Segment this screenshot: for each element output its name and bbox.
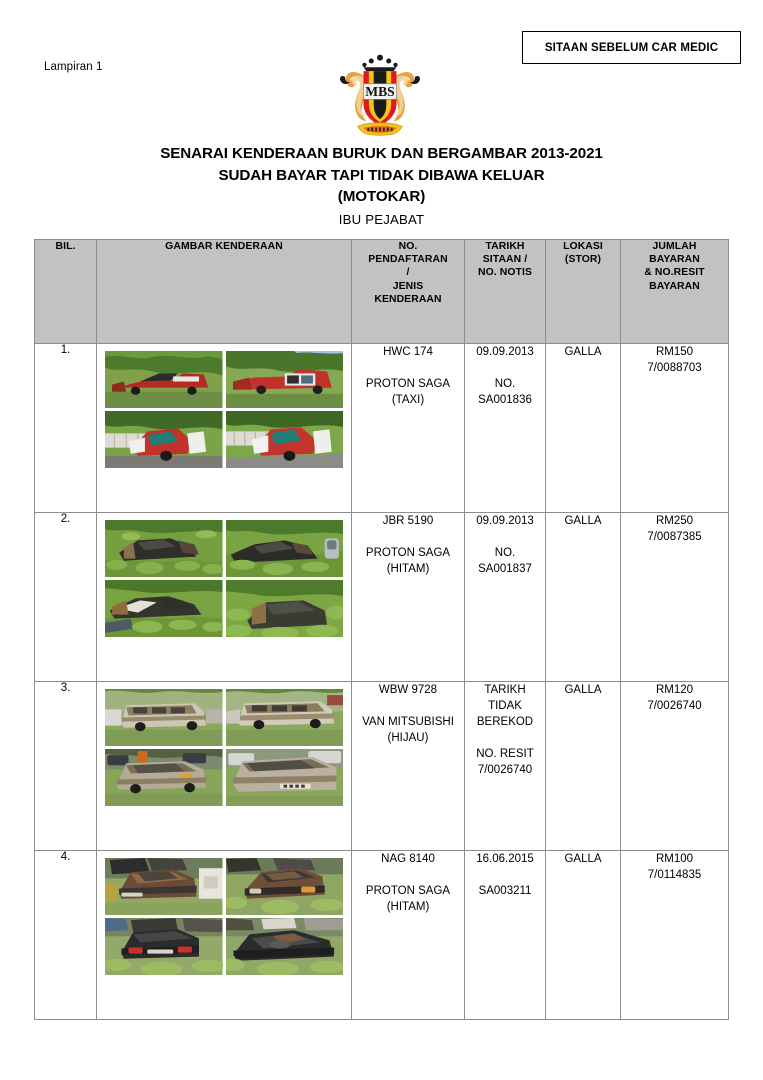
row-1-registration: [352, 344, 465, 513]
row-1-bil: 1.: [35, 344, 97, 513]
row-1-date-line2: NO.: [494, 378, 516, 390]
title-line-3: (MOTOKAR): [337, 188, 426, 205]
title-line-1: SENARAI KENDERAAN BURUK DAN BERGAMBAR 2013-2021: [160, 145, 603, 162]
row-1-date-line1: 09.09.2013: [476, 346, 534, 358]
row-2-bil: 2.: [35, 513, 97, 682]
photo-rusty-van-front-3: [105, 749, 223, 806]
row-3-reg-colour: (HIJAU): [387, 732, 429, 744]
vehicle-list-table: [34, 239, 729, 1020]
row-1-amount: [621, 344, 729, 513]
row-4-registration: [352, 851, 465, 1020]
row-4-reg-colour: (HITAM): [386, 901, 430, 913]
row-2-date-line2: NO.: [494, 547, 516, 559]
row-3-date-line1: TARIKH: [484, 684, 526, 696]
row-1-receipt-no: 7/0088703: [647, 362, 702, 374]
row-1-photos: [97, 344, 352, 513]
row-4-date: [465, 851, 546, 1020]
document-title-block: [0, 143, 763, 230]
row-3-date-line2: TIDAK: [488, 700, 522, 712]
row-4-loc-value: GALLA: [564, 853, 602, 865]
row-3-bil: 3.: [35, 682, 97, 851]
col-header-jumlah: JUMLAH BAYARAN & NO.RESIT BAYARAN: [621, 240, 729, 344]
row-4-amount: [621, 851, 729, 1020]
row-3-date-line3: BEREKOD: [476, 716, 534, 728]
table-row: [35, 682, 729, 851]
col-header-bil-label: BIL.: [55, 241, 76, 252]
lampiran-label: Lampiran 1: [44, 61, 103, 73]
photo-wreck-overgrown-black-car-2: [226, 520, 344, 577]
crest-mbs-text: MBS: [365, 83, 395, 99]
row-2-reg-no: JBR 5190: [382, 515, 434, 527]
row-3-date: [465, 682, 546, 851]
table-row: [35, 344, 729, 513]
table-header-row: [35, 240, 729, 344]
row-2-registration: [352, 513, 465, 682]
photo-wreck-overgrown-black-car-3: [105, 580, 223, 637]
row-1-date: [465, 344, 546, 513]
photo-wreck-overgrown-black-car-1: [105, 520, 223, 577]
row-2-date-line3: SA001837: [478, 563, 532, 575]
row-3-location: [546, 682, 621, 851]
row-4-receipt-no: 7/0114835: [647, 869, 702, 881]
row-1-date-line3: SA001836: [478, 394, 532, 406]
row-4-reg-type: PROTON SAGA: [365, 885, 451, 897]
row-2-location: [546, 513, 621, 682]
photo-rusty-sedan-front-1: [105, 858, 223, 915]
row-2-amount-value: RM250: [655, 515, 694, 527]
row-4-reg-no: NAG 8140: [381, 853, 435, 865]
photo-wreck-overgrown-black-car-4: [226, 580, 344, 637]
row-3-date-line5: 7/0026740: [477, 764, 533, 776]
row-1-loc-value: GALLA: [564, 346, 602, 358]
row-2-date-line1: 09.09.2013: [476, 515, 534, 527]
row-4-location: [546, 851, 621, 1020]
photo-rusty-sedan-rear-3: [105, 918, 223, 975]
row-2-date: [465, 513, 546, 682]
row-3-reg-no: WBW 9728: [378, 684, 438, 696]
row-4-amount-value: RM100: [655, 853, 694, 865]
row-4-photos: [97, 851, 352, 1020]
row-2-photos: [97, 513, 352, 682]
row-3-loc-value: GALLA: [564, 684, 602, 696]
row-3-reg-type: VAN MITSUBISHI: [362, 716, 454, 728]
photo-rusty-van-front-4: [226, 749, 344, 806]
row-1-location: [546, 344, 621, 513]
table-row: [35, 513, 729, 682]
row-4-date-line1: 16.06.2015: [476, 853, 534, 865]
row-3-amount: [621, 682, 729, 851]
row-1-reg-no: HWC 174: [383, 346, 433, 358]
col-header-pendaftaran: NO. PENDAFTARAN / JENIS KENDERAAN: [352, 240, 465, 344]
row-3-registration: [352, 682, 465, 851]
col-header-gambar: [97, 240, 352, 344]
photo-rusty-sedan-top-4: [226, 918, 344, 975]
stamp-box: [522, 31, 741, 64]
row-3-amount-value: RM120: [655, 684, 694, 696]
photo-wreck-red-car-side-right: [226, 351, 344, 408]
row-2-amount: [621, 513, 729, 682]
photo-rusty-van-side-1: [105, 689, 223, 746]
stamp-label: SITAAN SEBELUM CAR MEDIC: [544, 41, 719, 54]
row-3-receipt-no: 7/0026740: [647, 700, 702, 712]
photo-wreck-red-car-tipped-left: [105, 411, 223, 468]
col-header-bil: [35, 240, 97, 344]
photo-rusty-sedan-rear-2: [226, 858, 344, 915]
col-header-gambar-label: GAMBAR KENDERAAN: [165, 241, 283, 252]
row-2-reg-type: PROTON SAGA: [365, 547, 451, 559]
row-2-loc-value: GALLA: [564, 515, 602, 527]
row-4-bil: 4.: [35, 851, 97, 1020]
row-4-date-line2: SA003211: [478, 885, 532, 897]
col-header-lokasi: LOKASI (STOR): [546, 240, 621, 344]
title-line-4-subtitle: IBU PEJABAT: [338, 211, 425, 227]
mbs-crest-logo: [331, 44, 429, 141]
row-3-photos: [97, 682, 352, 851]
col-header-tarikh: TARIKH SITAAN / NO. NOTIS: [465, 240, 546, 344]
row-3-date-line4: NO. RESIT: [476, 748, 534, 760]
row-1-reg-colour: (TAXI): [391, 394, 425, 406]
row-1-amount-value: RM150: [655, 346, 694, 358]
table-row: [35, 851, 729, 1020]
row-1-reg-type: PROTON SAGA: [365, 378, 451, 390]
photo-wreck-red-car-tipped-right: [226, 411, 344, 468]
photo-rusty-van-side-2: [226, 689, 344, 746]
title-line-2: SUDAH BAYAR TAPI TIDAK DIBAWA KELUAR: [218, 166, 545, 184]
row-2-reg-colour: (HITAM): [386, 563, 430, 575]
photo-wreck-red-car-front-left: [105, 351, 223, 408]
row-2-receipt-no: 7/0087385: [647, 531, 702, 543]
